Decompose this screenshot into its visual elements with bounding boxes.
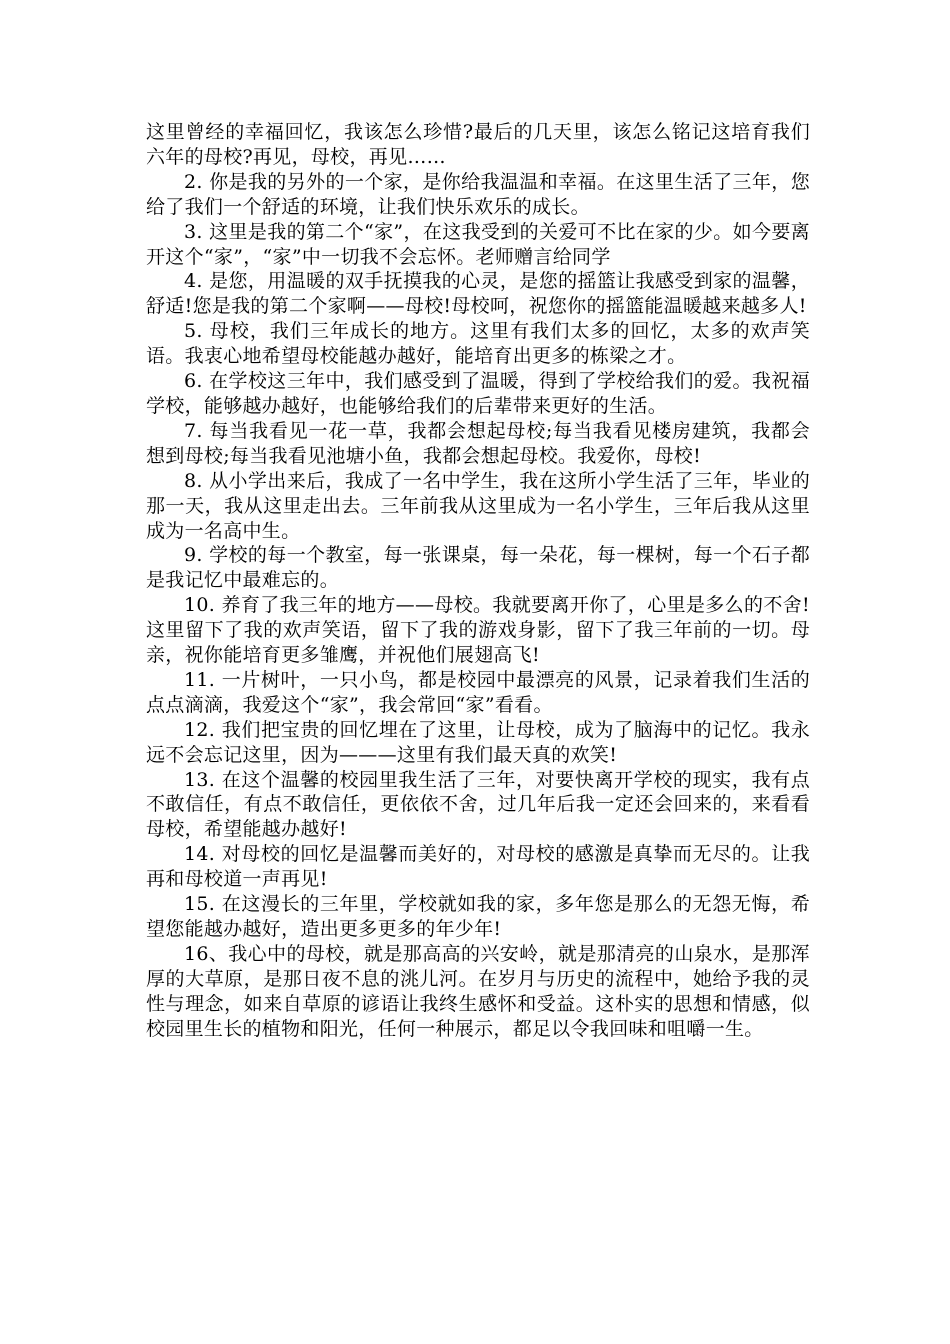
paragraph-7: 7. 每当我看见一花一草，我都会想起母校;每当我看见楼房建筑，我都会想到母校;每当我看见池塘小鱼，我都会想起母校。我爱你，母校! <box>146 419 810 467</box>
paragraph-4: 4. 是您，用温暖的双手抚摸我的心灵，是您的摇篮让我感受到家的温馨，舒适!您是我的第二个家啊——母校!母校呵，祝您你的摇篮能温暖越来越多人! <box>146 270 810 318</box>
paragraph-13: 13. 在这个温馨的校园里我生活了三年，对要快离开学校的现实，我有点不敢信任，有点不敢信任，更依依不舍，过几年后我一定还会回来的，来看看母校，希望能越办越好! <box>146 768 810 841</box>
paragraph-3: 3. 这里是我的第二个“家”，在这我受到的关爱可不比在家的少。如今要离开这个“家”，“家”中一切我不会忘怀。老师赠言给同学 <box>146 220 810 268</box>
paragraph-16: 16、我心中的母校，就是那高高的兴安岭，就是那清亮的山泉水，是那浑厚的大草原，是那日夜不息的洮儿河。在岁月与历史的流程中，她给予我的灵性与理念，如来自草原的谚语让我终生感怀和受益。这朴实的思想和情感，似校园里生长的植物和阳光，任何一种展示，都足以令我回味和咀嚼一生。 <box>146 942 810 1040</box>
paragraph-continuation: 这里曾经的幸福回忆，我该怎么珍惜?最后的几天里，该怎么铭记这培育我们六年的母校?再见，母校，再见…… <box>146 121 810 168</box>
paragraph-12: 12. 我们把宝贵的回忆埋在了这里，让母校，成为了脑海中的记忆。我永远不会忘记这里，因为———这里有我们最天真的欢笑! <box>146 718 810 766</box>
paragraph-11: 11. 一片树叶，一只小鸟，都是校园中最漂亮的风景，记录着我们生活的点点滴滴，我爱这个“家”，我会常回“家”看看。 <box>146 668 810 716</box>
paragraph-10: 10. 养育了我三年的地方——母校。我就要离开你了，心里是多么的不舍!这里留下了我的欢声笑语，留下了我的游戏身影，留下了我三年前的一切。母亲，祝你能培育更多雏鹰，并祝他们展翅高飞! <box>146 594 810 667</box>
paragraph-15: 15. 在这漫长的三年里，学校就如我的家，多年您是那么的无怨无悔，希望您能越办越好，造出更多更多的年少年! <box>146 893 810 940</box>
paragraph-8: 8. 从小学出来后，我成了一名中学生，我在这所小学生活了三年，毕业的那一天，我从这里走出去。三年前我从这里成为一名小学生，三年后我从这里成为一名高中生。 <box>146 469 810 542</box>
paragraph-5: 5. 母校，我们三年成长的地方。这里有我们太多的回忆，太多的欢声笑语。我衷心地希望母校能越办越好，能培育出更多的栋梁之才。 <box>146 320 810 368</box>
paragraph-9: 9. 学校的每一个教室，每一张课桌，每一朵花，每一棵树，每一个石子都是我记忆中最难忘的。 <box>146 544 810 592</box>
paragraph-14: 14. 对母校的回忆是温馨而美好的，对母校的感激是真挚而无尽的。让我再和母校道一声再见! <box>146 843 810 891</box>
paragraph-2: 2. 你是我的另外的一个家，是你给我温温和幸福。在这里生活了三年，您给了我们一个舒适的环境，让我们快乐欢乐的成长。 <box>146 170 810 218</box>
paragraph-6: 6. 在学校这三年中，我们感受到了温暖，得到了学校给我们的爱。我祝福学校，能够越办越好，也能够给我们的后辈带来更好的生活。 <box>146 370 810 417</box>
